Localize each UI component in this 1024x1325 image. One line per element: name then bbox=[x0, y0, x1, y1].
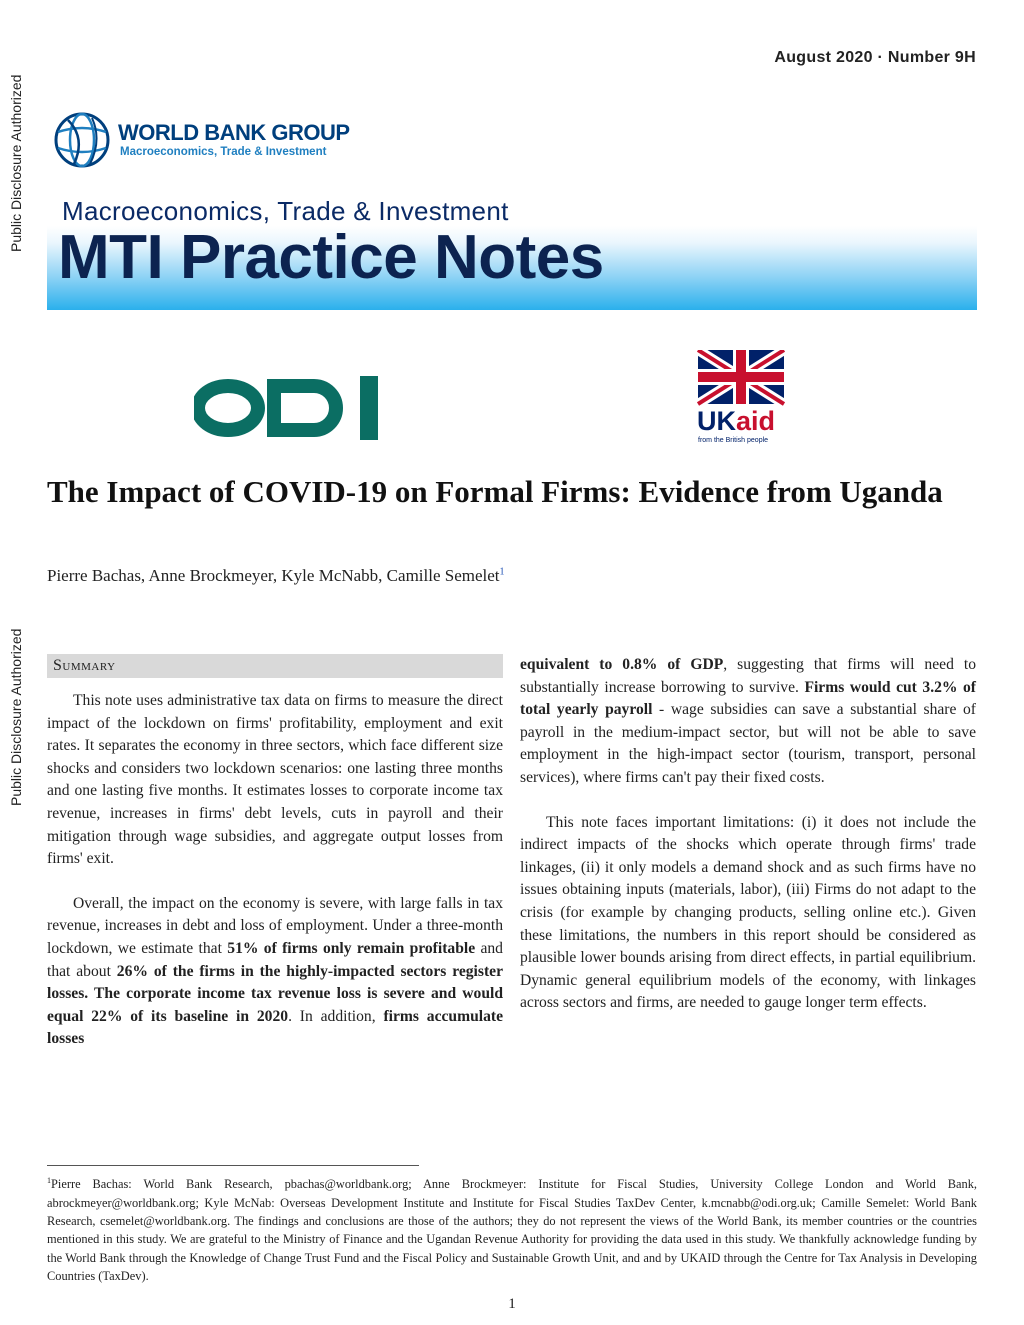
summary-paragraph: This note uses administrative tax data on firms to measure the direct impact of the lockdown on firms' profitability, employment and exit rates. It separates the economy in three sectors, which face different size shocks and considers two lockdown scenarios: one lasting three months and one lasting five months. It estimates losses to corporate income tax revenue, increases in firms' debt levels, cuts in payroll and their mitigation through wage subsidies, and aggregate output losses from firms' exit. bbox=[47, 692, 503, 868]
logo-name: WORLD BANK GROUP bbox=[118, 120, 350, 145]
text-run: , suggesting that firms will need to substantially increase borrowing to survive. bbox=[520, 656, 976, 696]
ukaid-logo bbox=[696, 350, 786, 446]
logo-subtitle: Macroeconomics, Trade & Investment bbox=[120, 146, 327, 158]
emphasis: Firms would cut 3.2% of total yearly payroll bbox=[520, 678, 977, 719]
summary-heading bbox=[47, 654, 503, 678]
author-names: Pierre Bachas, Anne Brockmeyer, Kyle McNabb, Camille Semelet bbox=[47, 566, 500, 585]
svg-text:UK: UK bbox=[697, 406, 736, 436]
text-run: Overall, the impact on the economy is severe, with large falls in tax revenue, increases in debt and loss of employment. Under a three-month lockdown, we estimate that bbox=[47, 894, 503, 957]
odi-logo bbox=[194, 372, 384, 444]
text-run: - wage subsidies can save a substantial share of payroll in the medium-impact sector, but will not be able to save employment in the high-impact sector (tourism, transport, personal services), where firms can't pay their fixed costs. bbox=[520, 701, 976, 786]
emphasis: 26% of the firms in the highly-impacted sectors register losses. The corporate income tax revenue loss is severe and would equal 22% of its baseline in 2020 bbox=[47, 962, 503, 1025]
disclosure-label: Public Disclosure Authorized bbox=[8, 628, 24, 806]
disclosure-label: Public Disclosure Authorized bbox=[8, 74, 24, 252]
footnote bbox=[47, 1172, 977, 1286]
footnote-text: Pierre Bachas: World Bank Research, pbachas@worldbank.org; Anne Brockmeyer: Institute for Fiscal Studies, University College London and World Bank, abrockmeyer@worldbank.org; Kyle McNab: Overseas Development Institute and Institute for Fiscal Studies TaxDev Center, k.mcnabb@odi.org.uk; Camille Semelet: World Bank Research, csemelet@worldbank.org. The findings and conclusions are those of the authors; they do not represent the views of the World Bank, its member countries or the countries mentioned in this study. We are grateful to the Ministry of Finance and the Ugandan Revenue Authority for providing the data used in this study. We thankfully acknowledge funding by the World Bank through the Knowledge of Change Trust Fund and the Fiscal Policy and Sustainable Growth Unit, and and by UKAID through the Centre for Tax Analysis in Developing Countries (TaxDev). bbox=[47, 1177, 977, 1284]
footnote-divider bbox=[47, 1165, 419, 1166]
page-number: 1 bbox=[508, 1296, 516, 1312]
right-column bbox=[520, 654, 976, 1037]
authors bbox=[47, 566, 505, 586]
summary-heading-text: Summary bbox=[53, 657, 116, 674]
text-run: and that about bbox=[47, 939, 503, 980]
series-title: MTI Practice Notes bbox=[58, 223, 604, 292]
emphasis: equivalent to 0.8% of GDP bbox=[520, 656, 724, 673]
svg-text:from the British people: from the British people bbox=[698, 437, 769, 444]
emphasis: firms accumulate losses bbox=[47, 1007, 504, 1048]
continued-paragraph bbox=[520, 654, 976, 790]
world-bank-logo bbox=[52, 108, 372, 172]
note-title: The Impact of COVID-19 on Formal Firms: Evidence from Uganda bbox=[47, 474, 943, 509]
series-subtitle: Macroeconomics, Trade & Investment bbox=[62, 196, 509, 226]
globe-icon bbox=[52, 110, 112, 170]
limitations-paragraph: This note faces important limitations: (i) it does not include the indirect impacts of the shocks which operate through firms' trade linkages, (ii) it only models a demand shock and as such firms have no issues obtaining inputs (materials, labor), (iii) Firms do not adapt to the crisis (for example by changing products, selling online etc.). Given these limitations, the numbers in this report should be considered as plausible lower bounds arising from direct effects, in partial equilibrium. Dynamic general equilibrium models of the economy, with linkages across sectors and firms, are needed to gauge longer term effects. bbox=[520, 813, 976, 1012]
left-column bbox=[47, 654, 503, 1073]
svg-text:aid: aid bbox=[736, 406, 776, 436]
issue-info: August 2020 · Number 9H bbox=[774, 49, 976, 66]
text-run: . In addition, bbox=[288, 1007, 384, 1025]
overall-paragraph bbox=[47, 893, 503, 1051]
emphasis: 51% of firms only remain profitable bbox=[227, 939, 476, 957]
footnote-ref[interactable]: 1 bbox=[499, 566, 505, 578]
footnote-mark: 1 bbox=[47, 1176, 51, 1185]
